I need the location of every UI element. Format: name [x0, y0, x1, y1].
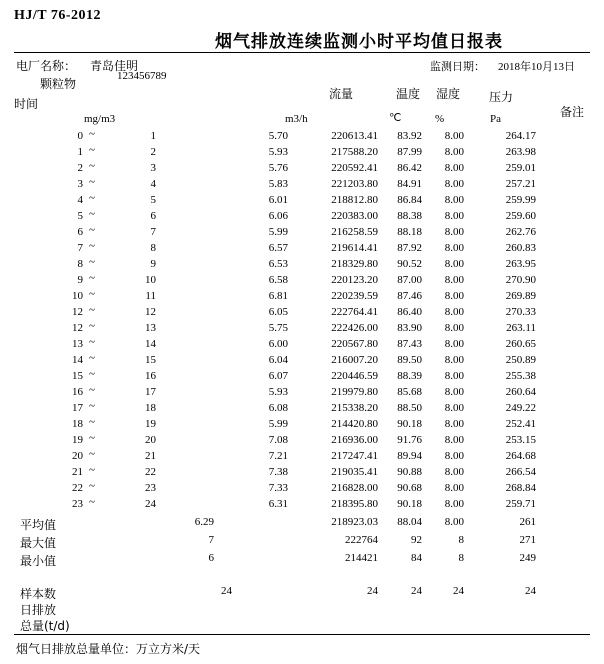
cell-temperature: 91.76	[397, 434, 422, 446]
cell-pm: 6.07	[268, 370, 288, 382]
cell-hour-end: 5	[150, 194, 156, 206]
cell-hour-end: 14	[145, 338, 156, 350]
cell-hour-start: 19	[72, 434, 83, 446]
cell-pressure: 259.99	[505, 194, 536, 206]
cell-hour-start: 3	[77, 178, 83, 190]
cell-pm: 6.06	[268, 210, 288, 222]
cell-range-separator: ~	[89, 400, 95, 412]
cell-hour-end: 9	[150, 258, 156, 270]
cell-pm: 7.08	[268, 434, 288, 446]
cell-flow: 220446.59	[331, 370, 378, 382]
cell-pm: 7.33	[268, 482, 288, 494]
cell-temperature: 88.18	[397, 226, 422, 238]
unit-pressure: Pa	[490, 113, 501, 125]
cell-temperature: 87.43	[397, 338, 422, 350]
cell-temperature: 88.50	[397, 402, 422, 414]
summary-humidity-average: 8.00	[444, 516, 464, 528]
footnote: 烟气日排放总量单位：万立方米/天	[16, 642, 201, 656]
cell-pressure: 262.76	[505, 226, 536, 238]
cell-flow: 218329.80	[331, 258, 378, 270]
cell-temperature: 85.68	[397, 386, 422, 398]
cell-pm: 6.08	[268, 402, 288, 414]
header-divider	[14, 52, 590, 53]
cell-hour-start: 13	[72, 338, 83, 350]
cell-humidity: 8.00	[444, 242, 464, 254]
cell-range-separator: ~	[89, 160, 95, 172]
cell-hour-start: 22	[72, 482, 83, 494]
summary-pressure-sample-count: 24	[525, 585, 536, 597]
cell-range-separator: ~	[89, 208, 95, 220]
cell-range-separator: ~	[89, 304, 95, 316]
cell-flow: 219979.80	[331, 386, 378, 398]
cell-hour-start: 5	[77, 210, 83, 222]
cell-hour-start: 12	[72, 322, 83, 334]
cell-pressure: 255.38	[505, 370, 536, 382]
monitor-date-value: 2018年10月13日	[498, 61, 575, 73]
cell-flow: 222764.41	[331, 306, 378, 318]
cell-hour-start: 17	[72, 402, 83, 414]
footer-divider	[14, 634, 590, 635]
summary-label-maximum: 最大值	[20, 536, 57, 550]
cell-hour-end: 23	[145, 482, 156, 494]
cell-hour-end: 22	[145, 466, 156, 478]
cell-flow: 215338.20	[331, 402, 378, 414]
monitor-date-label: 监测日期：	[430, 60, 485, 73]
cell-hour-end: 3	[150, 162, 156, 174]
unit-humidity: %	[435, 113, 445, 125]
cell-flow: 216828.00	[331, 482, 378, 494]
column-header-temperature: 温度	[396, 87, 421, 101]
cell-range-separator: ~	[89, 416, 95, 428]
cell-hour-start: 8	[77, 258, 83, 270]
cell-range-separator: ~	[89, 288, 95, 300]
summary-humidity-sample-count: 24	[453, 585, 464, 597]
cell-pressure: 268.84	[505, 482, 536, 494]
cell-pressure: 259.71	[505, 498, 536, 510]
cell-temperature: 88.38	[397, 210, 422, 222]
cell-pressure: 266.54	[505, 466, 536, 478]
column-header-remark: 备注	[560, 105, 585, 119]
cell-humidity: 8.00	[444, 322, 464, 334]
cell-range-separator: ~	[89, 320, 95, 332]
cell-hour-end: 18	[145, 402, 156, 414]
cell-flow: 217247.41	[331, 450, 378, 462]
cell-humidity: 8.00	[444, 354, 464, 366]
cell-hour-start: 1	[77, 146, 83, 158]
cell-flow: 214420.80	[331, 418, 378, 430]
cell-flow: 220123.20	[331, 274, 378, 286]
cell-flow: 220239.59	[331, 290, 378, 302]
cell-pressure: 264.17	[505, 130, 536, 142]
summary-pm-sample-count: 24	[221, 585, 232, 597]
cell-range-separator: ~	[89, 496, 95, 508]
cell-humidity: 8.00	[444, 274, 464, 286]
cell-hour-end: 11	[145, 290, 156, 302]
cell-hour-end: 12	[145, 306, 156, 318]
cell-temperature: 86.40	[397, 306, 422, 318]
cell-humidity: 8.00	[444, 290, 464, 302]
factory-code-value: 123456789	[117, 70, 167, 82]
cell-pressure: 264.68	[505, 450, 536, 462]
summary-flow-minimum: 214421	[345, 552, 378, 564]
cell-flow: 220613.41	[331, 130, 378, 142]
summary-row-maximum	[0, 534, 604, 550]
cell-hour-end: 21	[145, 450, 156, 462]
cell-range-separator: ~	[89, 352, 95, 364]
cell-pm: 7.38	[268, 466, 288, 478]
summary-pm-average: 6.29	[194, 516, 214, 528]
cell-flow: 218812.80	[331, 194, 378, 206]
cell-pm: 6.04	[268, 354, 288, 366]
summary-label-daily-emission-line2: 总量(t/d)	[20, 619, 70, 633]
cell-humidity: 8.00	[444, 370, 464, 382]
column-header-pressure: 压力	[489, 90, 514, 104]
cell-flow: 220592.41	[331, 162, 378, 174]
column-header-humidity: 湿度	[436, 87, 461, 101]
summary-temperature-maximum: 92	[411, 534, 422, 546]
cell-range-separator: ~	[89, 176, 95, 188]
cell-flow: 218395.80	[331, 498, 378, 510]
cell-hour-end: 6	[150, 210, 156, 222]
cell-temperature: 87.46	[397, 290, 422, 302]
cell-pm: 6.31	[268, 498, 288, 510]
summary-pm-maximum: 7	[208, 534, 214, 546]
cell-humidity: 8.00	[444, 130, 464, 142]
cell-range-separator: ~	[89, 128, 95, 140]
cell-temperature: 90.18	[397, 418, 422, 430]
unit-pm: mg/m3	[84, 113, 116, 125]
cell-humidity: 8.00	[444, 162, 464, 174]
cell-range-separator: ~	[89, 432, 95, 444]
cell-hour-start: 18	[72, 418, 83, 430]
cell-temperature: 84.91	[397, 178, 422, 190]
cell-pressure: 263.11	[506, 322, 536, 334]
cell-pm: 6.57	[268, 242, 288, 254]
cell-hour-end: 1	[150, 130, 156, 142]
cell-humidity: 8.00	[444, 482, 464, 494]
cell-pm: 5.99	[268, 418, 288, 430]
cell-pressure: 260.83	[505, 242, 536, 254]
summary-label-minimum: 最小值	[20, 554, 57, 568]
standard-code: HJ/T 76-2012	[14, 8, 102, 23]
cell-range-separator: ~	[89, 256, 95, 268]
cell-hour-end: 15	[145, 354, 156, 366]
cell-pm: 6.01	[268, 194, 288, 206]
cell-temperature: 89.94	[397, 450, 422, 462]
cell-temperature: 86.42	[397, 162, 422, 174]
cell-humidity: 8.00	[444, 226, 464, 238]
cell-hour-start: 2	[77, 162, 83, 174]
cell-humidity: 8.00	[444, 402, 464, 414]
cell-hour-start: 21	[72, 466, 83, 478]
cell-flow: 219035.41	[331, 466, 378, 478]
summary-label-average: 平均值	[20, 518, 57, 532]
cell-flow: 216936.00	[331, 434, 378, 446]
cell-pm: 5.93	[268, 386, 288, 398]
cell-pressure: 263.95	[505, 258, 536, 270]
cell-range-separator: ~	[89, 448, 95, 460]
cell-temperature: 86.84	[397, 194, 422, 206]
cell-hour-end: 10	[145, 274, 156, 286]
summary-label-sample-count: 样本数	[20, 587, 57, 601]
summary-pressure-maximum: 271	[519, 534, 536, 546]
summary-row-sample-count	[0, 585, 604, 601]
cell-humidity: 8.00	[444, 450, 464, 462]
cell-pm: 6.00	[268, 338, 288, 350]
cell-temperature: 88.39	[397, 370, 422, 382]
unit-flow: m3/h	[285, 113, 308, 125]
cell-pressure: 260.65	[505, 338, 536, 350]
cell-humidity: 8.00	[444, 498, 464, 510]
cell-flow: 217588.20	[331, 146, 378, 158]
cell-humidity: 8.00	[444, 338, 464, 350]
cell-temperature: 87.00	[397, 274, 422, 286]
cell-temperature: 89.50	[397, 354, 422, 366]
cell-hour-start: 14	[72, 354, 83, 366]
cell-pm: 6.05	[268, 306, 288, 318]
summary-flow-sample-count: 24	[367, 585, 378, 597]
table-row	[0, 498, 604, 514]
cell-hour-start: 16	[72, 386, 83, 398]
cell-range-separator: ~	[89, 464, 95, 476]
cell-temperature: 90.88	[397, 466, 422, 478]
cell-humidity: 8.00	[444, 178, 464, 190]
factory-name-label: 电厂名称：	[16, 59, 77, 73]
column-header-flow: 流量	[329, 87, 354, 101]
cell-range-separator: ~	[89, 384, 95, 396]
cell-range-separator: ~	[89, 368, 95, 380]
cell-pressure: 270.90	[505, 274, 536, 286]
summary-temperature-average: 88.04	[397, 516, 422, 528]
cell-range-separator: ~	[89, 480, 95, 492]
cell-pm: 6.53	[268, 258, 288, 270]
cell-pressure: 260.64	[505, 386, 536, 398]
cell-pm: 6.58	[268, 274, 288, 286]
cell-flow: 222426.00	[331, 322, 378, 334]
summary-temperature-minimum: 84	[411, 552, 422, 564]
summary-humidity-maximum: 8	[458, 534, 464, 546]
column-header-time: 时间	[14, 97, 39, 111]
cell-hour-end: 2	[150, 146, 156, 158]
cell-pm: 5.75	[268, 322, 288, 334]
cell-humidity: 8.00	[444, 258, 464, 270]
cell-pressure: 270.33	[505, 306, 536, 318]
cell-temperature: 87.99	[397, 146, 422, 158]
column-header-pm: 颗粒物	[40, 77, 77, 91]
summary-pm-minimum: 6	[208, 552, 214, 564]
cell-pm: 5.83	[268, 178, 288, 190]
cell-hour-end: 13	[145, 322, 156, 334]
cell-hour-start: 6	[77, 226, 83, 238]
summary-pressure-minimum: 249	[519, 552, 536, 564]
cell-pm: 5.76	[268, 162, 288, 174]
cell-humidity: 8.00	[444, 418, 464, 430]
cell-range-separator: ~	[89, 272, 95, 284]
cell-hour-end: 7	[150, 226, 156, 238]
cell-hour-start: 23	[72, 498, 83, 510]
cell-pm: 5.93	[268, 146, 288, 158]
cell-hour-end: 16	[145, 370, 156, 382]
cell-pressure: 259.01	[505, 162, 536, 174]
cell-humidity: 8.00	[444, 306, 464, 318]
cell-flow: 216258.59	[331, 226, 378, 238]
cell-hour-start: 10	[72, 290, 83, 302]
cell-hour-start: 4	[77, 194, 83, 206]
cell-pressure: 263.98	[505, 146, 536, 158]
cell-hour-end: 4	[150, 178, 156, 190]
cell-pressure: 269.89	[505, 290, 536, 302]
cell-hour-start: 7	[77, 242, 83, 254]
cell-pressure: 250.89	[505, 354, 536, 366]
summary-flow-maximum: 222764	[345, 534, 378, 546]
summary-pressure-average: 261	[519, 516, 536, 528]
cell-humidity: 8.00	[444, 194, 464, 206]
summary-row-minimum	[0, 552, 604, 568]
cell-temperature: 90.18	[397, 498, 422, 510]
cell-pressure: 249.22	[505, 402, 536, 414]
cell-pm: 5.99	[268, 226, 288, 238]
cell-humidity: 8.00	[444, 434, 464, 446]
cell-hour-end: 19	[145, 418, 156, 430]
cell-pm: 6.81	[268, 290, 288, 302]
cell-temperature: 90.52	[397, 258, 422, 270]
cell-pressure: 253.15	[505, 434, 536, 446]
cell-hour-start: 20	[72, 450, 83, 462]
summary-row-average	[0, 516, 604, 532]
cell-flow: 219614.41	[331, 242, 378, 254]
cell-flow: 220567.80	[331, 338, 378, 350]
cell-range-separator: ~	[89, 240, 95, 252]
cell-flow: 216007.20	[331, 354, 378, 366]
cell-range-separator: ~	[89, 224, 95, 236]
cell-humidity: 8.00	[444, 210, 464, 222]
summary-label-daily-emission-line1: 日排放	[20, 603, 57, 617]
cell-range-separator: ~	[89, 192, 95, 204]
summary-temperature-sample-count: 24	[411, 585, 422, 597]
cell-pressure: 252.41	[505, 418, 536, 430]
cell-pm: 5.70	[268, 130, 288, 142]
cell-hour-start: 15	[72, 370, 83, 382]
cell-humidity: 8.00	[444, 386, 464, 398]
cell-flow: 221203.80	[331, 178, 378, 190]
cell-temperature: 87.92	[397, 242, 422, 254]
page-title: 烟气排放连续监测小时平均值日报表	[215, 32, 503, 52]
cell-pressure: 257.21	[505, 178, 536, 190]
cell-flow: 220383.00	[331, 210, 378, 222]
cell-hour-end: 17	[145, 386, 156, 398]
cell-hour-end: 8	[150, 242, 156, 254]
cell-temperature: 83.92	[397, 130, 422, 142]
cell-humidity: 8.00	[444, 466, 464, 478]
cell-temperature: 83.90	[397, 322, 422, 334]
cell-pm: 7.21	[268, 450, 288, 462]
cell-hour-start: 0	[77, 130, 83, 142]
summary-flow-average: 218923.03	[331, 516, 378, 528]
cell-humidity: 8.00	[444, 146, 464, 158]
factory-name-value: 青岛佳明	[90, 59, 139, 73]
cell-pressure: 259.60	[505, 210, 536, 222]
summary-humidity-minimum: 8	[458, 552, 464, 564]
cell-hour-end: 20	[145, 434, 156, 446]
cell-hour-start: 12	[72, 306, 83, 318]
cell-hour-end: 24	[145, 498, 156, 510]
cell-hour-start: 9	[77, 274, 83, 286]
cell-range-separator: ~	[89, 144, 95, 156]
cell-temperature: 90.68	[397, 482, 422, 494]
cell-range-separator: ~	[89, 336, 95, 348]
unit-temperature: ℃	[389, 112, 402, 124]
